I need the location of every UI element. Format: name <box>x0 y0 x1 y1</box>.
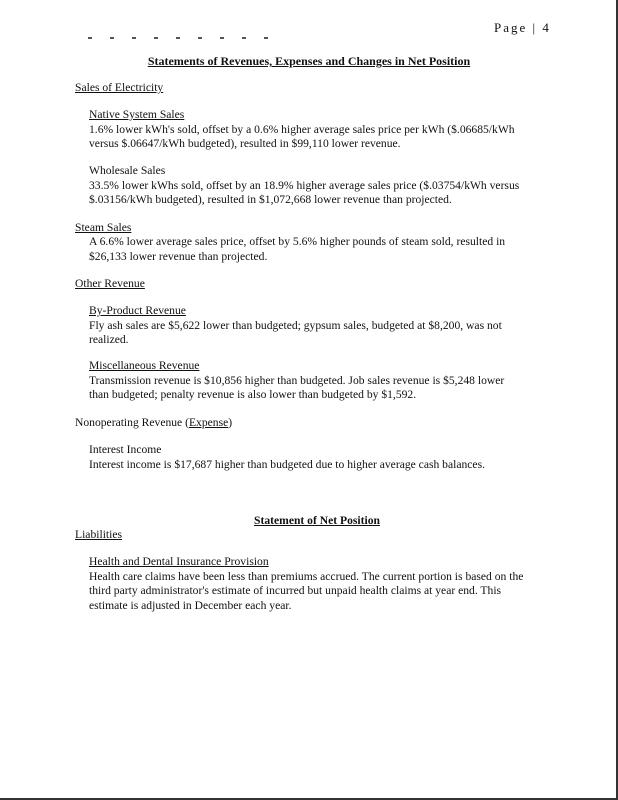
text-line: third party administrator's estimate of incurred but unpaid health claims at year end. This <box>89 584 502 598</box>
interest-income-block <box>89 443 559 472</box>
wholesale-sales-block <box>89 164 559 208</box>
native-system-sales-block <box>89 108 559 152</box>
steam-sales-block <box>89 235 559 264</box>
net-position-title: Statement of Net Position <box>254 514 380 527</box>
text-line: 1.6% lower kWh's sold, offset by a 0.6% higher average sales price per kWh ($.06685/kWh <box>89 122 515 136</box>
section-heading-steam: Steam Sales <box>75 221 132 234</box>
text-line: 33.5% lower kWhs sold, offset by an 18.9% higher average sales price ($.03754/kWh versus <box>89 178 520 192</box>
subheading: Miscellaneous Revenue <box>89 359 200 372</box>
page-title: Statements of Revenues, Expenses and Changes in Net Position <box>147 54 471 68</box>
subheading: Native System Sales <box>89 108 185 121</box>
heading-text: ) <box>228 416 233 429</box>
heading-text: Nonoperating Revenue ( <box>75 416 189 429</box>
subheading: Interest Income <box>89 443 162 456</box>
section-heading-sales-electricity: Sales of Electricity <box>75 81 164 94</box>
text-line: A 6.6% lower average sales price, offset by 5.6% higher pounds of steam sold, resulted in <box>89 235 506 248</box>
misc-revenue-block <box>89 359 559 403</box>
text-line: $26,133 lower revenue than projected. <box>89 249 268 263</box>
subheading: Health and Dental Insurance Provision <box>89 555 269 568</box>
text-line: versus $.06647/kWh budgeted), resulted in $99,110 lower revenue. <box>89 137 401 151</box>
text-line: Health care claims have been less than premiums accrued. The current portion is based on the <box>89 569 524 583</box>
page-number: Page | 4 <box>494 20 551 35</box>
health-insurance-block <box>89 555 559 613</box>
subheading: Wholesale Sales <box>89 164 166 177</box>
section-heading-liabilities: Liabilities <box>75 528 123 541</box>
text-line: estimate is adjusted in December each year. <box>89 598 292 612</box>
text-line: Transmission revenue is $10,856 higher than budgeted. Job sales revenue is $5,248 lower <box>89 373 505 387</box>
heading-expense: Expense <box>188 416 229 429</box>
section-heading-nonoperating <box>75 416 232 429</box>
section-heading-other-revenue: Other Revenue <box>75 277 145 290</box>
byproduct-revenue-block <box>89 304 559 348</box>
text-line: than budgeted; penalty revenue is also lower than budgeted by $1,592. <box>89 388 417 402</box>
text-line: $.03156/kWh budgeted), resulted in $1,072,668 lower revenue than projected. <box>89 193 452 207</box>
text-line: Interest income is $17,687 higher than budgeted due to higher average cash balances. <box>89 457 485 471</box>
text-line: realized. <box>89 333 129 347</box>
header-artifact-line <box>88 37 273 39</box>
text-line: Fly ash sales are $5,622 lower than budgeted; gypsum sales, budgeted at $8,200, was not <box>89 318 502 332</box>
subheading: By-Product Revenue <box>89 304 186 317</box>
